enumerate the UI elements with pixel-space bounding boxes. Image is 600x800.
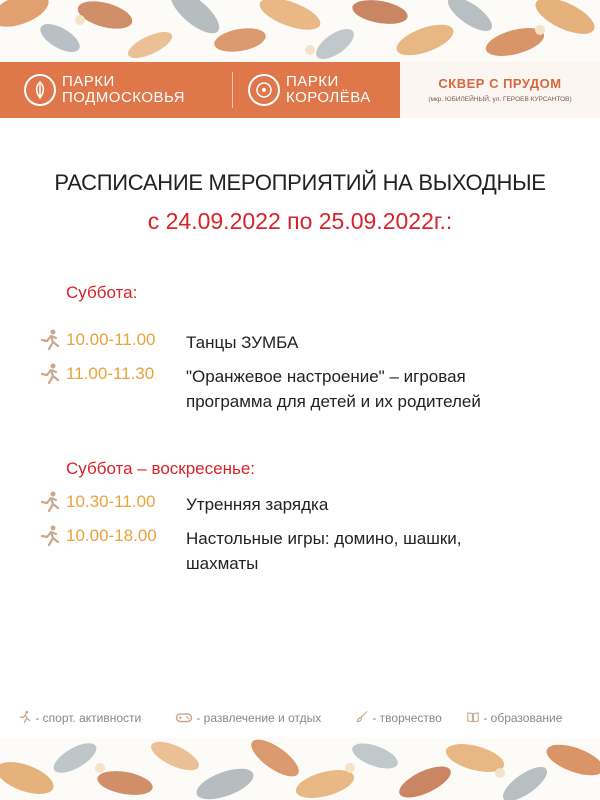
logo2-line1: ПАРКИ xyxy=(286,73,339,90)
event-time: 10.30-11.00 xyxy=(66,492,156,511)
logo1-line2: ПОДМОСКОВЬЯ xyxy=(62,89,186,106)
event-time: 11.00-11.30 xyxy=(66,364,155,383)
logo1-line1: ПАРКИ xyxy=(62,73,115,90)
event-desc-line: "Оранжевое настроение" – игровая xyxy=(186,367,466,386)
top-floral-decoration xyxy=(0,0,600,62)
section-label-saturday: Суббота: xyxy=(66,283,138,302)
event-desc-line: Танцы ЗУМБА xyxy=(186,333,299,352)
legend-item xyxy=(18,710,141,725)
event-description xyxy=(186,492,328,517)
legend-label: - творчество xyxy=(372,711,442,725)
icon-legend xyxy=(0,710,600,730)
legend-item xyxy=(355,710,442,725)
running-person-icon xyxy=(38,328,62,352)
running-person-icon xyxy=(38,524,62,548)
legend-label: - спорт. активности xyxy=(35,711,142,725)
game-controller-icon xyxy=(175,710,193,724)
legend-label: - образование xyxy=(483,711,563,725)
logo2-line2: КОРОЛЁВА xyxy=(286,89,371,106)
running-person-icon xyxy=(18,710,32,724)
event-desc-line: шахматы xyxy=(186,554,259,573)
event-time: 10.00-11.00 xyxy=(66,330,156,349)
section-label-weekend: Суббота – воскресенье: xyxy=(66,459,255,478)
header-banner xyxy=(0,62,600,118)
bottom-floral-decoration xyxy=(0,738,600,800)
banner-orange-strip xyxy=(0,62,400,118)
event-description xyxy=(186,330,298,355)
event-desc-line: Настольные игры: домино, шашки, xyxy=(186,529,462,548)
park-address: (мкр. ЮБИЛЕЙНЫЙ, ул. ГЕРОЕВ КУРСАНТОВ) xyxy=(428,96,572,103)
legend-label: - развлечение и отдых xyxy=(196,711,322,725)
park-name: СКВЕР С ПРУДОМ xyxy=(438,76,562,91)
logo-divider xyxy=(232,72,233,108)
event-description xyxy=(186,526,462,576)
event-desc-line: Утренняя зарядка xyxy=(186,495,329,514)
event-description xyxy=(186,364,481,414)
page-title: РАСПИСАНИЕ МЕРОПРИЯТИЙ НА ВЫХОДНЫЕ xyxy=(54,170,546,195)
emblem-logo-icon xyxy=(248,74,280,106)
date-range: с 24.09.2022 по 25.09.2022г.: xyxy=(147,208,453,234)
event-desc-line: программа для детей и их родителей xyxy=(186,392,481,411)
paint-brush-icon xyxy=(355,710,369,724)
running-person-icon xyxy=(38,490,62,514)
legend-item xyxy=(466,710,562,725)
book-icon xyxy=(466,710,480,724)
running-person-icon xyxy=(38,362,62,386)
leaf-logo-icon xyxy=(24,74,56,106)
legend-item xyxy=(175,710,321,725)
event-time: 10.00-18.00 xyxy=(66,526,157,545)
